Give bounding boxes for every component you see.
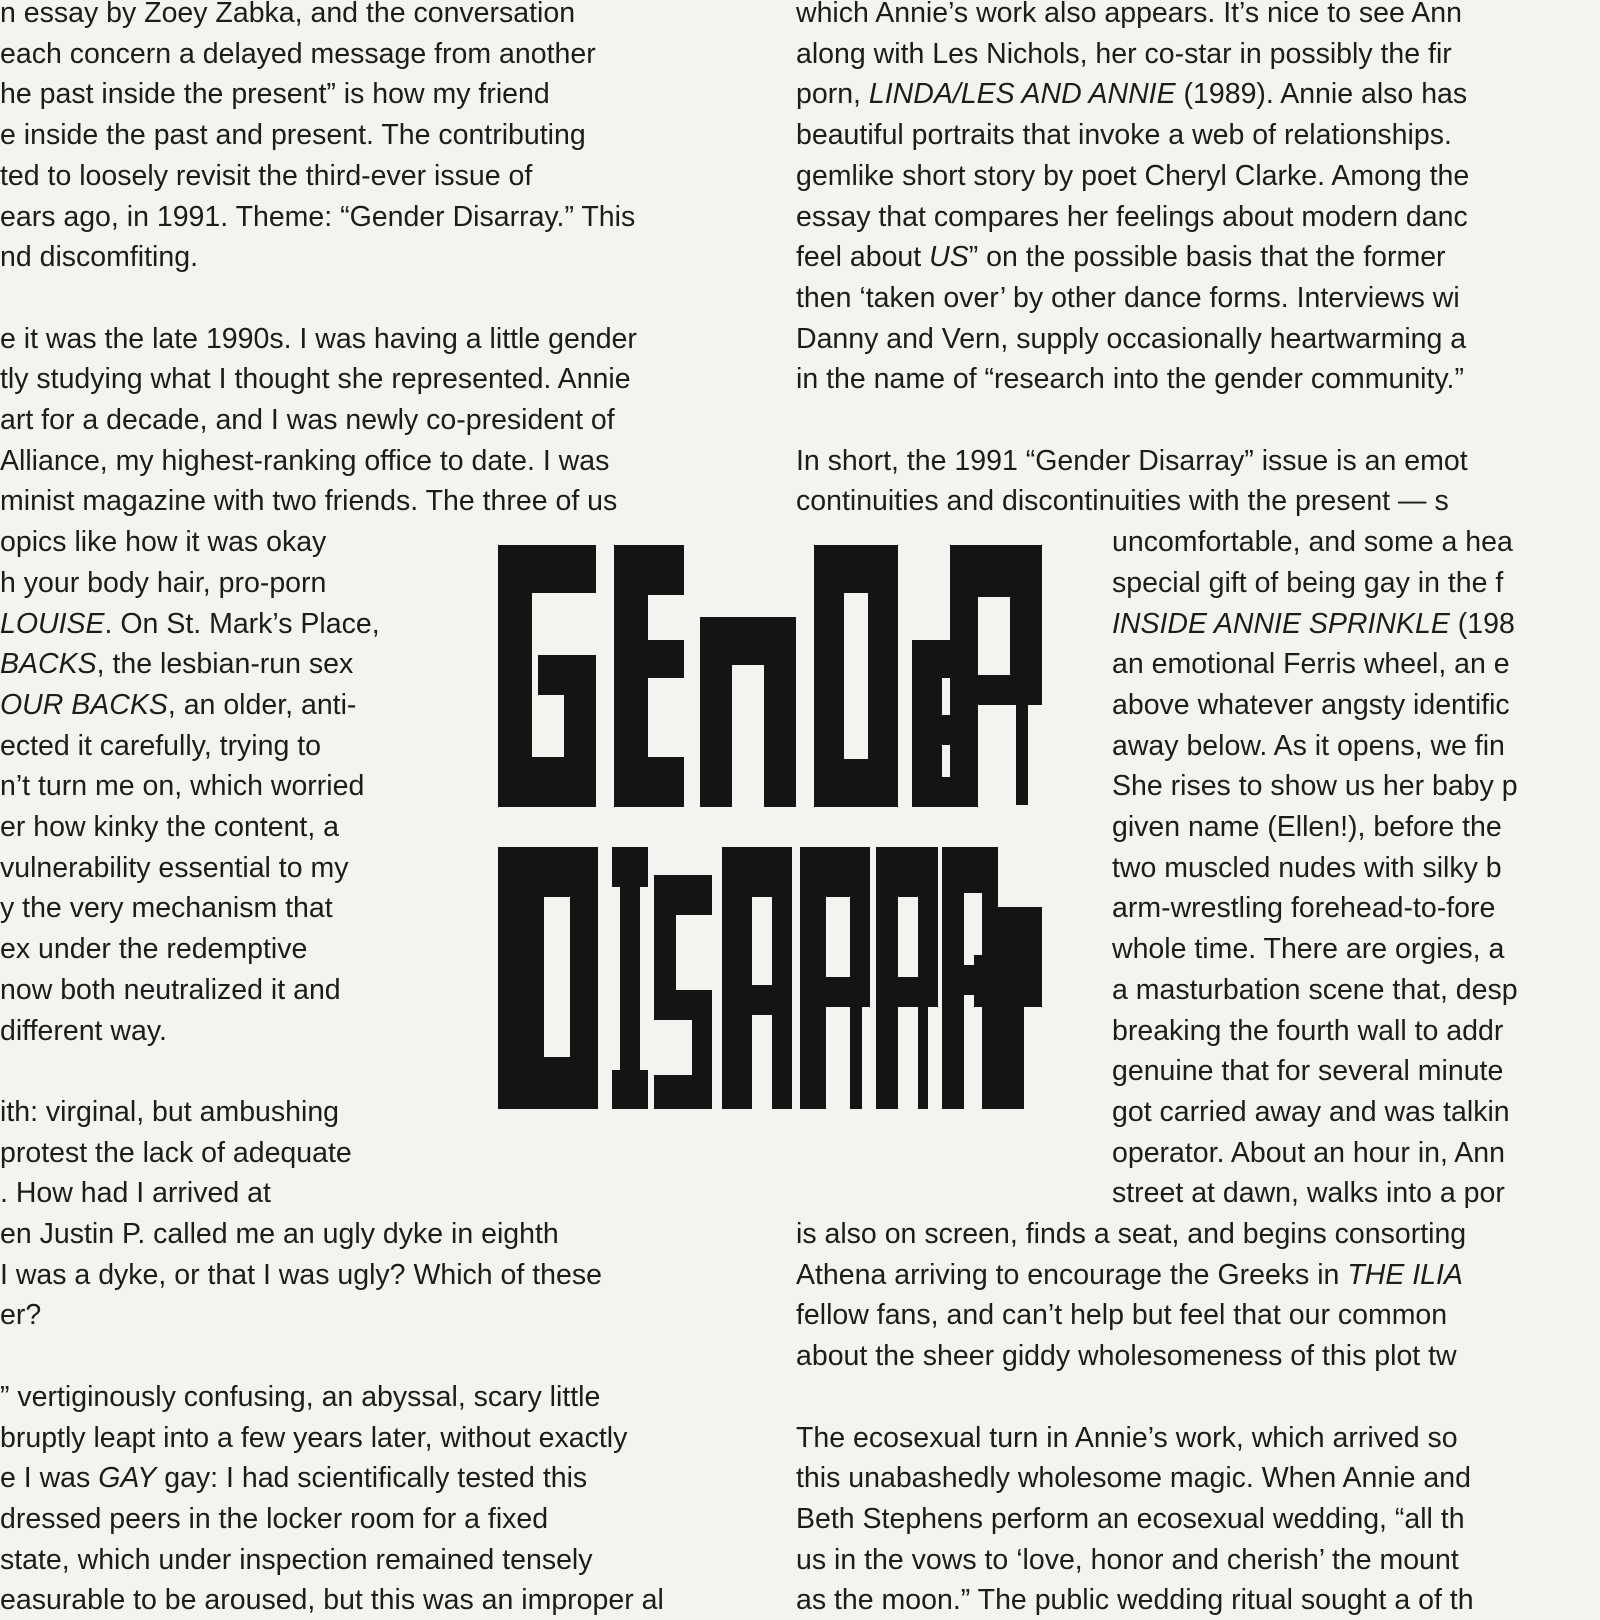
text-line [0,1418,627,1458]
text-line [0,970,341,1010]
text-segment: breaking the fourth wall to addr [1112,1014,1504,1047]
text-line [1112,1051,1503,1091]
text-segment: She rises to show us her baby p [1112,770,1518,803]
text-line [1112,1011,1503,1051]
text-line [1112,522,1513,562]
text-line [1112,888,1495,928]
text-line [0,1255,602,1295]
text-segment: Alliance, my highest-ranking office to date. I was [0,444,610,477]
text-line [0,1133,352,1173]
text-segment: ” on the possible basis that the former [968,241,1446,274]
italic-title: THE ILIA [1347,1258,1463,1291]
text-line [796,278,1460,318]
text-segment: In short, the 1991 “Gender Disarray” issue is an emot [796,444,1468,477]
text-segment: operator. About an hour in, Ann [1112,1136,1505,1169]
text-line [0,1580,664,1620]
text-segment: porn, [796,78,869,111]
text-line [0,563,326,603]
text-segment: I was a dyke, or that I was ugly? Which of these [0,1258,602,1291]
text-line [796,156,1469,196]
glyph-n [700,617,796,807]
text-line [1112,766,1518,806]
text-line [0,1377,600,1417]
text-segment: opics like how it was okay [0,526,327,559]
text-segment: vulnerability essential to my [0,851,349,884]
text-segment: Beth Stephens perform an ecosexual wedding, “all th [796,1502,1465,1535]
text-line [796,1540,1459,1580]
text-segment: er? [0,1299,42,1332]
text-line [1112,604,1515,644]
text-segment: gay: I had scientifically tested this [156,1462,588,1495]
text-line [0,400,615,440]
text-line [796,1214,1466,1254]
text-segment: a masturbation scene that, desp [1112,973,1518,1006]
text-segment: arm-wrestling forehead-to-fore [1112,892,1496,925]
text-segment: en Justin P. called me an ugly dyke in eighth [0,1218,559,1250]
text-segment: uncomfortable, and some a hea [1112,526,1513,559]
text-line [0,1214,559,1254]
text-line [796,0,1462,33]
text-line [1112,970,1518,1010]
text-line [796,1418,1458,1458]
glyph-g [498,545,596,807]
text-segment: er how kinky the content, a [0,811,340,843]
text-segment: he past inside the present” is how my friend [0,78,550,111]
text-segment: about the sheer giddy wholesomeness of this plot tw [796,1340,1457,1373]
text-segment: two muscled nudes with silky b [1112,851,1502,884]
text-segment: ears ago, in 1991. Theme: “Gender Disarray.” This [0,200,636,233]
text-line [0,0,575,33]
text-line [0,441,609,481]
italic-title: OUR BACKS [0,688,168,721]
text-line [796,34,1452,74]
text-line [0,359,631,399]
text-segment: essay that compares her feelings about modern danc [796,200,1468,233]
italic-title: US [929,241,969,274]
text-segment: nd discomfiting. [0,241,199,274]
text-segment: , an older, anti- [167,688,357,721]
text-segment: away below. As it opens, we fin [1112,729,1505,762]
text-segment: Danny and Vern, supply occasionally heartwarming a [796,322,1467,355]
right-text-column [796,0,1600,1617]
text-line [1112,1173,1505,1213]
text-line [0,1011,167,1051]
text-line [796,1499,1465,1539]
text-segment: which Annie’s work also appears. It’s nice to see Ann [796,0,1462,29]
text-line [0,1173,271,1213]
text-line [0,522,326,562]
text-line [1112,726,1505,766]
text-segment: street at dawn, walks into a por [1112,1177,1505,1210]
text-segment: special gift of being gay in the f [1112,566,1504,599]
text-segment: this unabashedly wholesome magic. When Annie and [796,1462,1471,1495]
text-line [796,319,1466,359]
text-line [796,1295,1447,1335]
glyph-i [612,847,648,1109]
text-segment: an emotional Ferris wheel, an e [1112,648,1510,681]
text-line [796,1255,1463,1295]
text-line [0,929,307,969]
text-line [0,888,333,928]
text-line [0,726,321,766]
text-line [0,115,586,155]
text-segment: easurable to be aroused, but this was an improper al [0,1584,664,1617]
text-line [0,644,353,684]
text-segment: dressed peers in the locker room for a fixed [0,1502,549,1535]
text-segment: beautiful portraits that invoke a web of relationships. [796,119,1452,152]
text-segment: gemlike short story by poet Cheryl Clarke. Among the [796,159,1470,192]
text-line [796,237,1446,277]
text-segment: ted to loosely revisit the third-ever issue of [0,159,533,192]
text-segment: ith: virginal, but ambushing [0,1095,340,1128]
text-line [0,685,356,725]
text-segment: minist magazine with two friends. The three of us [0,485,618,518]
text-segment: e inside the past and present. The contributing [0,119,586,152]
text-segment: ” vertiginously confusing, an abyssal, scary little [0,1380,601,1413]
text-segment: feel about [796,241,930,274]
text-line [796,359,1464,399]
text-segment: now both neutralized it and [0,973,341,1006]
text-segment: as the moon.” The public wedding ritual sought a of th [796,1584,1474,1617]
italic-title: LINDA/LES AND ANNIE [868,78,1176,111]
text-segment: n’t turn me on, which worried [0,770,365,803]
text-segment: , the lesbian-run sex [96,648,354,681]
text-segment: is also on screen, finds a seat, and begins consorting [796,1218,1467,1250]
glyph-e-1 [614,545,684,807]
text-line [796,441,1468,481]
text-segment: (1989). Annie also has [1175,78,1468,111]
text-segment: genuine that for several minute [1112,1055,1504,1088]
text-segment: (198 [1449,607,1515,640]
text-segment: y the very mechanism that [0,892,333,925]
text-line [0,34,596,74]
text-segment: above whatever angsty identific [1112,688,1510,721]
text-segment: Athena arriving to encourage the Greeks in [796,1258,1348,1291]
text-line [0,1499,548,1539]
text-segment: continuities and discontinuities with the present — s [796,485,1449,518]
text-line [0,197,635,237]
text-segment: The ecosexual turn in Annie’s work, which arrived so [796,1421,1458,1454]
text-line [0,237,198,277]
glyph-s [654,875,712,1109]
text-segment: tly studying what I thought she represented. Annie [0,363,631,396]
text-segment: got carried away and was talkin [1112,1095,1510,1128]
text-line [1112,848,1502,888]
glyph-a-1 [722,847,792,1109]
italic-title: GAY [98,1462,157,1495]
glyph-d-2 [498,847,598,1109]
text-line [0,1092,339,1132]
text-line [1112,563,1503,603]
text-segment: n essay by Zoey Zabka, and the conversation [0,0,576,29]
text-segment: e I was [0,1462,99,1495]
text-line [0,319,637,359]
text-segment: along with Les Nichols, her co-star in possibly the fir [796,37,1452,70]
text-segment: each concern a delayed message from another [0,37,596,70]
text-segment: fellow fans, and can’t help but feel that our common [796,1299,1448,1332]
text-line [0,807,339,847]
text-line [0,156,532,196]
text-line [0,766,364,806]
text-line [796,115,1452,155]
text-line [0,604,380,644]
text-segment: . How had I arrived at [0,1177,271,1210]
text-line [0,1540,593,1580]
italic-title: LOUISE [0,607,105,640]
text-line [796,481,1449,521]
text-segment: e it was the late 1990s. I was having a little gender [0,322,637,355]
text-line [1112,807,1502,847]
text-line [796,1336,1457,1376]
text-line [796,74,1467,114]
text-segment: bruptly leapt into a few years later, without exactly [0,1421,628,1454]
italic-title: INSIDE ANNIE SPRINKLE [1112,607,1450,640]
text-segment: ected it carefully, trying to [0,729,322,762]
text-segment: h your body hair, pro-porn [0,566,327,599]
text-line [0,74,550,114]
text-segment: protest the lack of adequate [0,1136,352,1169]
text-line [0,1295,41,1335]
text-segment: different way. [0,1014,167,1047]
text-line [0,481,617,521]
text-line [1112,1133,1505,1173]
text-segment: us in the vows to ‘love, honor and cherish’ the mount [796,1543,1459,1576]
text-segment: . On St. Mark’s Place, [104,607,380,640]
text-line [1112,1092,1510,1132]
text-segment: art for a decade, and I was newly co-president of [0,404,615,436]
text-segment: then ‘taken over’ by other dance forms. Interviews wi [796,281,1460,314]
text-line [0,1458,587,1498]
text-segment: whole time. There are orgies, a [1112,933,1505,966]
text-line [1112,929,1504,969]
text-line [1112,644,1510,684]
text-segment: state, which under inspection remained tensely [0,1543,593,1576]
text-line [796,197,1468,237]
text-line [796,1458,1471,1498]
text-segment: in the name of “research into the gender community.” [796,363,1464,396]
text-segment: ex under the redemptive [0,933,308,966]
text-line [0,848,349,888]
italic-title: BACKS [0,648,97,681]
text-segment: given name (Ellen!), before the [1112,811,1502,843]
text-line [796,1580,1474,1620]
text-line [1112,685,1510,725]
